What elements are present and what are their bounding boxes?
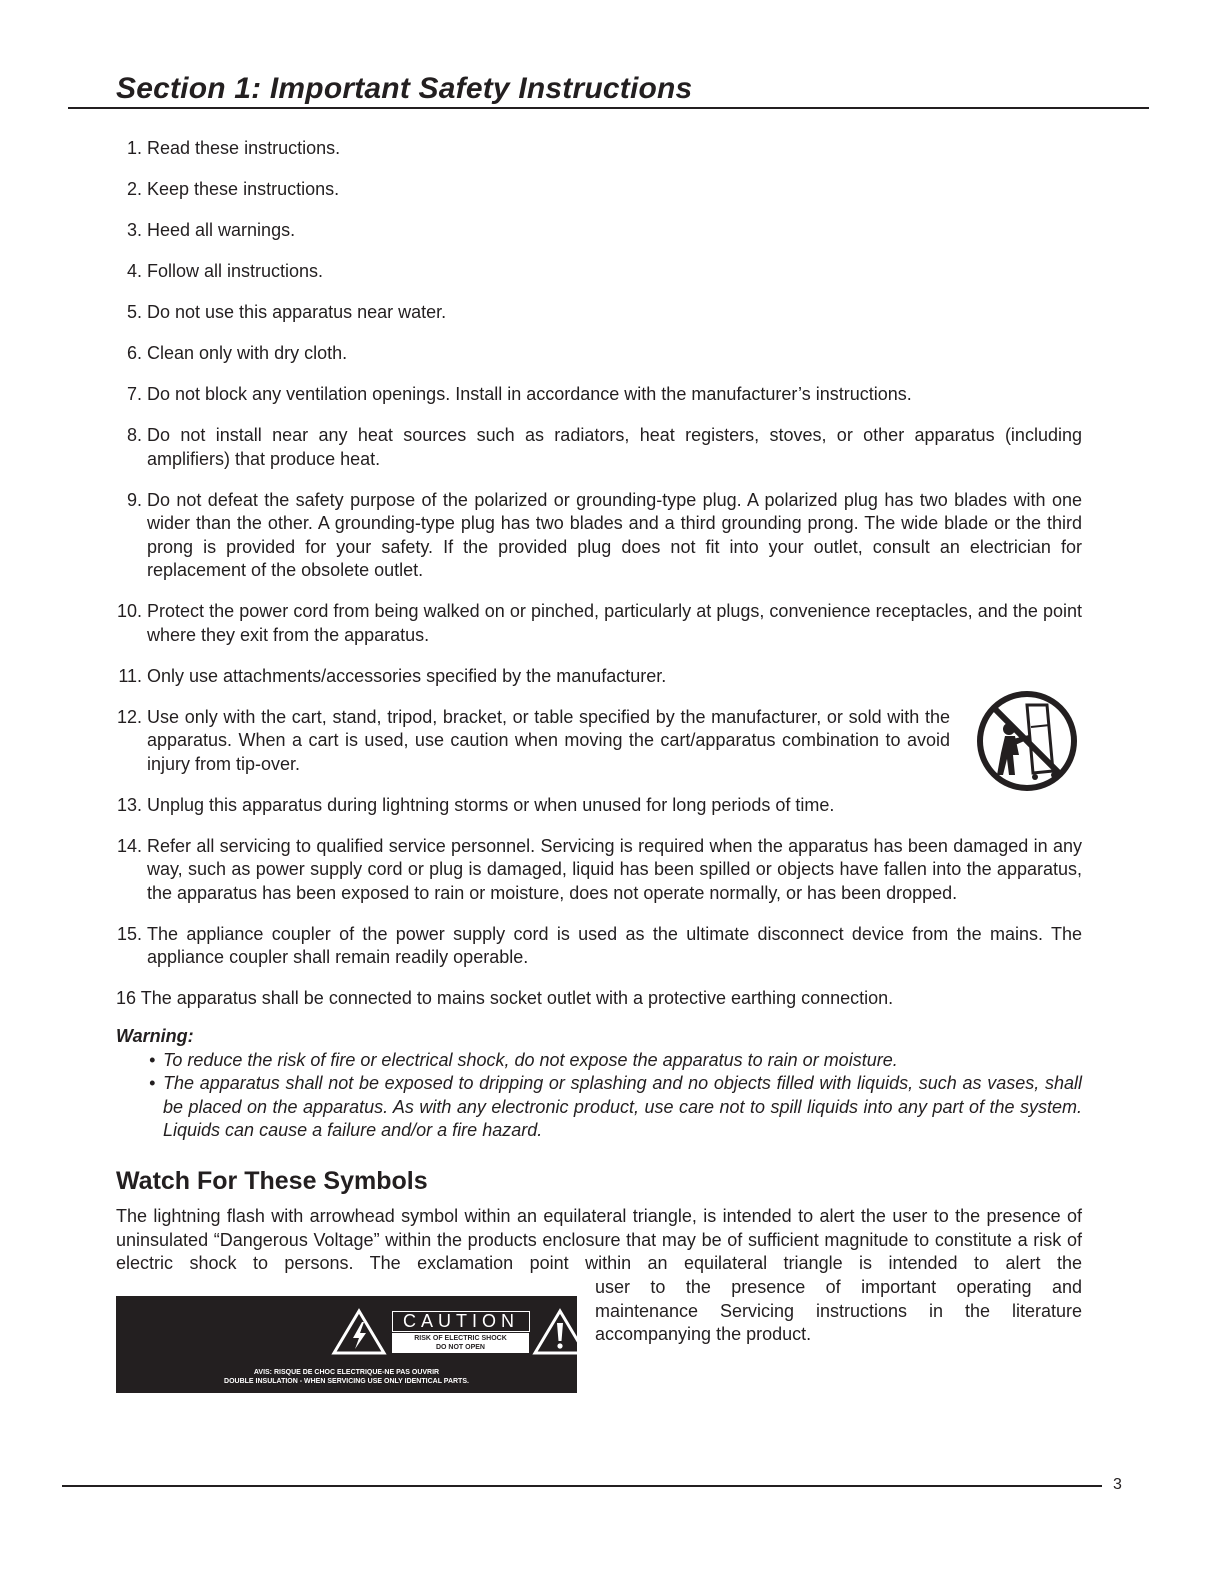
symbols-paragraph: The lightning flash with arrowhead symbol within an equilateral triangle, is intended to alert the user to the presence of uninsulated “Dangerous Voltage” within the products enclosure that may be of sufficient magnitude to constitute a risk of electric shock to persons. The exclamation point within an equilateral triangle is intended to alert the — [116, 1206, 1082, 1273]
section-title: Section 1: Important Safety Instructions — [116, 72, 693, 105]
instruction-item — [116, 987, 1082, 1011]
instruction-item — [116, 489, 1082, 583]
instruction-item — [116, 383, 1082, 407]
item-text: Keep these instructions. — [147, 179, 340, 199]
exclamation-triangle-icon — [532, 1308, 588, 1356]
page-number: 3 — [1113, 1476, 1122, 1493]
item-number: 1. — [126, 138, 142, 158]
item-text: Read these instructions. — [147, 138, 341, 158]
symbols-heading: Watch For These Symbols — [116, 1167, 428, 1195]
item-number: 7. — [126, 384, 142, 404]
item-number: 6. — [126, 343, 142, 363]
instruction-item — [116, 835, 1082, 906]
item-number: 11. — [118, 665, 142, 686]
item-number: 8. — [126, 425, 142, 445]
item-number: 9. — [126, 489, 142, 510]
warning-heading: Warning: — [116, 1026, 194, 1046]
instruction-item — [116, 665, 1082, 689]
caution-word: CAUTION — [392, 1311, 530, 1332]
caution-footer — [116, 1368, 577, 1386]
instruction-item — [116, 178, 1082, 202]
bullet-dot: • — [149, 1073, 156, 1093]
bullet-text: The apparatus shall not be exposed to dripping or splashing and no objects filled with liquids, such as vases, shall be placed on the apparatus. As with any electronic product, use care not to spill liquids into any part of the system. Liquids can cause a failure and/or a fire hazard. — [163, 1073, 1082, 1140]
item-text: 16 The apparatus shall be connected to mains socket outlet with a protective earthing connection. — [116, 988, 894, 1008]
item-text: Refer all servicing to qualified service personnel. Servicing is required when the apparatus has been damaged in any way, such as power supply cord or plug is damaged, liquid has been spilled or objects have fallen into the apparatus, the apparatus has been exposed to rain or moisture, does not operate normally, or has been dropped. — [147, 835, 1082, 903]
item-text: Protect the power cord from being walked on or pinched, particularly at plugs, convenience receptacles, and the point where they exit from the apparatus. — [147, 601, 1082, 645]
item-text: Unplug this apparatus during lightning storms or when unused for long periods of time. — [147, 794, 835, 815]
bullet-dot: • — [149, 1049, 156, 1070]
caution-sub-line: DO NOT OPEN — [435, 1344, 485, 1351]
instruction-item — [116, 424, 1082, 471]
instruction-item — [116, 923, 1082, 970]
lightning-triangle-icon — [331, 1308, 387, 1356]
caution-foot-line: DOUBLE INSULATION - WHEN SERVICING USE ONLY IDENTICAL PARTS. — [224, 1378, 469, 1385]
instruction-item — [116, 219, 1082, 243]
item-number: 4. — [126, 261, 142, 281]
item-text: Do not block any ventilation openings. Install in accordance with the manufacturer’s instructions. — [147, 384, 912, 404]
instruction-item — [116, 600, 1082, 647]
item-text: Clean only with dry cloth. — [147, 343, 348, 363]
instruction-item — [116, 137, 1082, 161]
caution-sub-line: RISK OF ELECTRIC SHOCK — [414, 1335, 507, 1342]
warning-block — [116, 1025, 1082, 1143]
item-text: Follow all instructions. — [147, 261, 324, 281]
footer-rule — [62, 1485, 1102, 1487]
instruction-item — [116, 260, 1082, 284]
warning-bullet — [116, 1072, 1082, 1143]
caution-label — [116, 1296, 577, 1393]
warning-bullet — [116, 1049, 1082, 1073]
item-text: Use only with the cart, stand, tripod, bracket, or table specified by the manufacturer, or sold with the apparatus. When a cart is used, use caution when moving the cart/apparatus combination to avoid injury from tip-over. — [147, 706, 950, 774]
symbols-paragraph-continued: user to the presence of important operating and maintenance Servicing instructions in the literature accompanying the product. — [595, 1277, 1082, 1344]
item-text: Do not defeat the safety purpose of the polarized or grounding-type plug. A polarized plug has two blades with one wider than the other. A grounding-type plug has two blades and a third grounding prong. The wide blade or the third prong is provided for your safety. If the provided plug does not fit into your outlet, consult an electrician for replacement of the obsolete outlet. — [147, 489, 1082, 580]
item-text: Do not install near any heat sources such as radiators, heat registers, stoves, or other apparatus (including amplifiers) that produce heat. — [147, 425, 1082, 469]
instruction-list — [116, 137, 1082, 1028]
caution-subtext — [392, 1333, 529, 1353]
item-number: 5. — [126, 302, 142, 322]
item-number: 2. — [126, 179, 142, 199]
item-text: The appliance coupler of the power supply cord is used as the ultimate disconnect device from the mains. The appliance coupler shall remain readily operable. — [147, 923, 1082, 967]
instruction-item — [116, 301, 1082, 325]
instruction-item — [116, 706, 1082, 777]
item-number: 14. — [116, 835, 142, 856]
item-number: 15. — [116, 923, 142, 944]
item-number: 3. — [126, 220, 142, 240]
cart-tip-over-warning-icon — [975, 689, 1079, 793]
bullet-text: To reduce the risk of fire or electrical shock, do not expose the apparatus to rain or moisture. — [163, 1049, 898, 1070]
item-number: 12. — [116, 706, 142, 727]
instruction-item — [116, 342, 1082, 366]
instruction-item — [116, 794, 1082, 818]
item-number: 10. — [116, 601, 142, 621]
title-rule — [68, 107, 1149, 109]
item-number: 13. — [116, 794, 142, 815]
item-text: Heed all warnings. — [147, 220, 296, 240]
item-text: Do not use this apparatus near water. — [147, 302, 447, 322]
caution-foot-line: AVIS: RISQUE DE CHOC ELECTRIQUE-NE PAS OUVRIR — [253, 1369, 440, 1376]
item-text: Only use attachments/accessories specified by the manufacturer. — [147, 665, 667, 686]
